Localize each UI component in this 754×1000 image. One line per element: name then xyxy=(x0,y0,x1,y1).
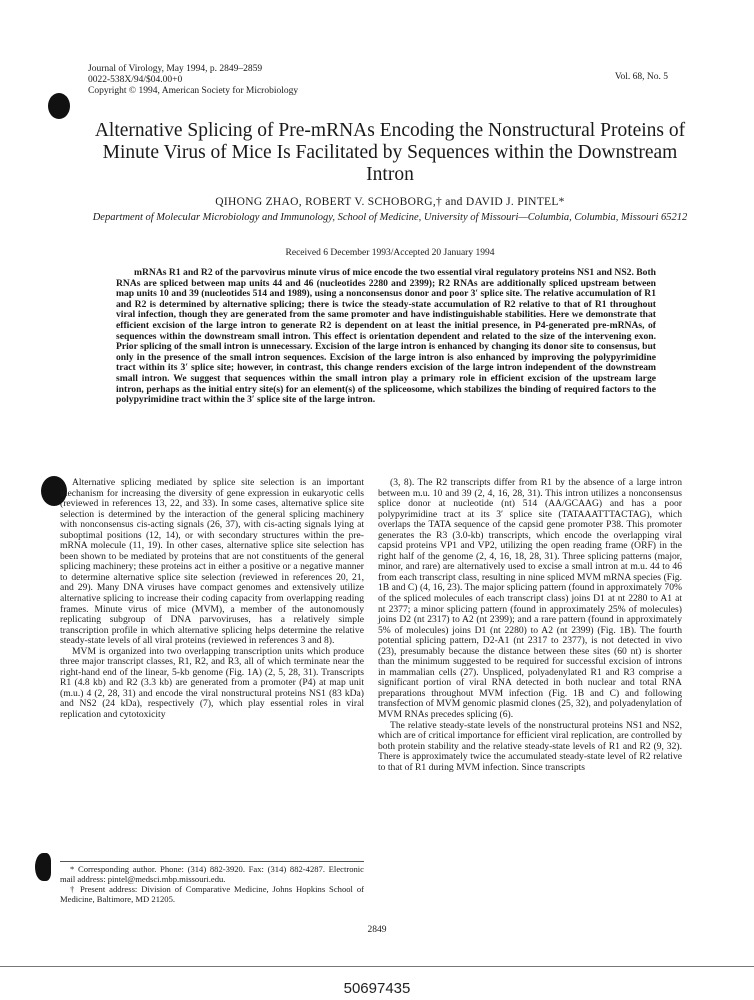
paragraph: Alternative splicing mediated by splice site selection is an important mechanism for increasing the diversity of gene expression in eukaryotic cells (reviewed in references 13, 22, and 33). In some cases, alternative splice site selection is determined by the interaction of the general splicing machinery with nonconsensus cis-acting signals (26, 37), with cis-acting signals lying at suboptimal positions (12, 14), or with secondary structures within the pre-mRNA molecule (11, 19). In other cases, alternative splice site selection has been shown to be mediated by proteins that are not constituents of the general splicing machinery; these proteins act in either a positive or a negative manner to determine alternative splice site selection (reviewed in references 20, 21, and 29). Many DNA viruses have compact genomes and extensively utilize alternative splicing to increase their coding capacity from overlapping reading frames. Minute virus of mice (MVM), a member of the autonomously replicating subgroup of DNA parvoviruses, has a relatively simple transcription profile in which alternative splicing helps determine the relative steady-state levels of all viral proteins (reviewed in references 3 and 8). xyxy=(60,477,364,647)
volume-label: Vol. 68, No. 5 xyxy=(614,72,668,82)
copyright: Copyright © 1994, American Society for Microbiology xyxy=(88,86,299,96)
article-title: Alternative Splicing of Pre-mRNAs Encoding the Nonstructural Proteins of Minute Virus of Mice Is Facilitated by Sequences within the Downstream Intron xyxy=(94,120,686,185)
footnotes xyxy=(60,861,364,904)
journal-citation: Journal of Virology, May 1994, p. 2849–2859 xyxy=(88,64,263,74)
document-id: 50697435 xyxy=(343,980,411,997)
punch-hole-icon xyxy=(35,853,51,881)
footnote: * Corresponding author. Phone: (314) 882-3920. Fax: (314) 882-4287. Electronic mail address: pintel@medsci.mbp.missouri.edu. xyxy=(60,864,364,884)
received-dates: Received 6 December 1993/Accepted 20 January 1994 xyxy=(285,248,495,258)
paragraph: MVM is organized into two overlapping transcription units which produce three major transcript classes, R1, R2, and R3, all of which terminate near the right-hand end of the linear, 5-kb genome (Fig. 1A) (2, 5, 28, 31). Transcripts R1 (4.8 kb) and R2 (3.3 kb) are generated from a promoter (P4) at map unit (m.u.) 4 (2, 28, 31) and encode the viral nonstructural proteins NS1 (83 kDa) and NS2 (24 kDa), respectively (7), which play essential roles in viral replication and cytotoxicity xyxy=(60,645,364,721)
abstract: mRNAs R1 and R2 of the parvovirus minute virus of mice encode the two essential viral regulatory proteins NS1 and NS2. Both RNAs are spliced between map units 44 and 46 (nucleotides 2280 and 2399); R2 RNAs are additionally spliced upstream between map units 10 and 39 (nucleotides 514 and 1989), using a nonconsensus donor and poor 3′ splice site. The relative accumulation of R1 and R2 is determined by alternative splicing; there is twice the steady-state accumulation of R2 relative to that of R1 throughout viral infection, though they are generated from the same promoter and have indistinguishable stabilities. Here we demonstrate that efficient excision of the large intron to generate R2 is dependent on at least the initial presence, in P4-generated pre-mRNAs, of sequences within the downstream small intron. This effect is orientation dependent and related to the size of the intervening exon. Prior splicing of the small intron is unnecessary. Excision of the large intron is enhanced by changing its donor site to consensus, but only in the presence of the small intron sequences. Excision of the large intron is also enhanced by improving the polypyrimidine tract within its 3′ splice site; however, in contrast, this change renders excision of the large intron independent of the downstream small intron. We suggest that sequences within the small intron play a primary role in efficient excision of the upstream large intron, perhaps as the initial entry site(s) for an element(s) of the spliceosome, which stabilizes the binding of required factors to the polypyrimidine tract within the 3′ splice site of the large intron. xyxy=(116,267,656,406)
affiliation: Department of Molecular Microbiology and Immunology, School of Medicine, University of Missouri—Columbia, Columbia, Missouri 65212 xyxy=(92,212,688,223)
body-column-left xyxy=(60,478,364,721)
authors: QIHONG ZHAO, ROBERT V. SCHOBORG,† and DAVID J. PINTEL* xyxy=(215,196,565,208)
divider xyxy=(0,966,754,967)
page-number: 2849 xyxy=(367,925,387,935)
issn: 0022-538X/94/$04.00+0 xyxy=(88,75,183,85)
journal-header xyxy=(88,64,298,97)
paragraph: The relative steady-state levels of the nonstructural proteins NS1 and NS2, which are of critical importance for efficient viral replication, are controlled by both protein stability and the relative steady-state levels of R1 and R2 (9, 32). There is approximately twice the accumulated steady-state level of R2 relative to that of R1 during MVM infection. Since transcripts xyxy=(378,719,682,773)
body-column-right xyxy=(378,478,682,773)
footnote: † Present address: Division of Comparative Medicine, Johns Hopkins School of Medicine, Baltimore, MD 21205. xyxy=(60,884,364,904)
punch-hole-icon xyxy=(48,93,70,119)
paragraph: (3, 8). The R2 transcripts differ from R1 by the absence of a large intron between m.u. 10 and 39 (2, 4, 16, 28, 31). This intron utilizes a nonconsensus splice donor at nucleotide (nt) 514 (AA/GCAAG) and has a poor polypyrimidine tract at its 3′ splice site (TATAAATTTACTAG), which overlaps the TATA sequence of the capsid gene promoter P38. This promoter generates the R3 (3.0-kb) transcripts, which encode the overlapping viral capsid proteins VP1 and VP2, utilizing the open reading frame (ORF) in the right half of the genome (2, 4, 16, 18, 28, 31). Three splicing patterns (major, minor, and rare) are alternatively used to excise a small intron at m.u. 44 to 46 from each transcript class, resulting in nine spliced MVM mRNA species (Fig. 1B and C) (4, 16, 23). The major splicing pattern (found in approximately 70% of the spliced molecules of each transcript class) joins D1 at nt 2280 to A1 at nt 2377; a minor splicing pattern (found in approximately 25% of molecules) joins D2 (nt 2317) to A2 (nt 2399); and a rare pattern (found in approximately 5% of molecules) joins D1 (nt 2280) to A2 (nt 2399) (Fig. 1B). The fourth potential splicing pattern, D2-A1 (nt 2317 to 2377), is not detected in vivo (23), presumably because the distance between these sites (60 nt) is shorter than the minimum suggested to be required for successful excision of introns in mammalian cells (27). Unspliced, polyadenylated R1 and R3 comprise a significant portion of viral RNA detected in both nuclear and total RNA preparations throughout MVM infection (Fig. 1B and C) and following transfection of MVM genomic plasmid clones (25, 32), and polyadenylation of MVM RNAs precedes splicing (6). xyxy=(378,477,682,721)
